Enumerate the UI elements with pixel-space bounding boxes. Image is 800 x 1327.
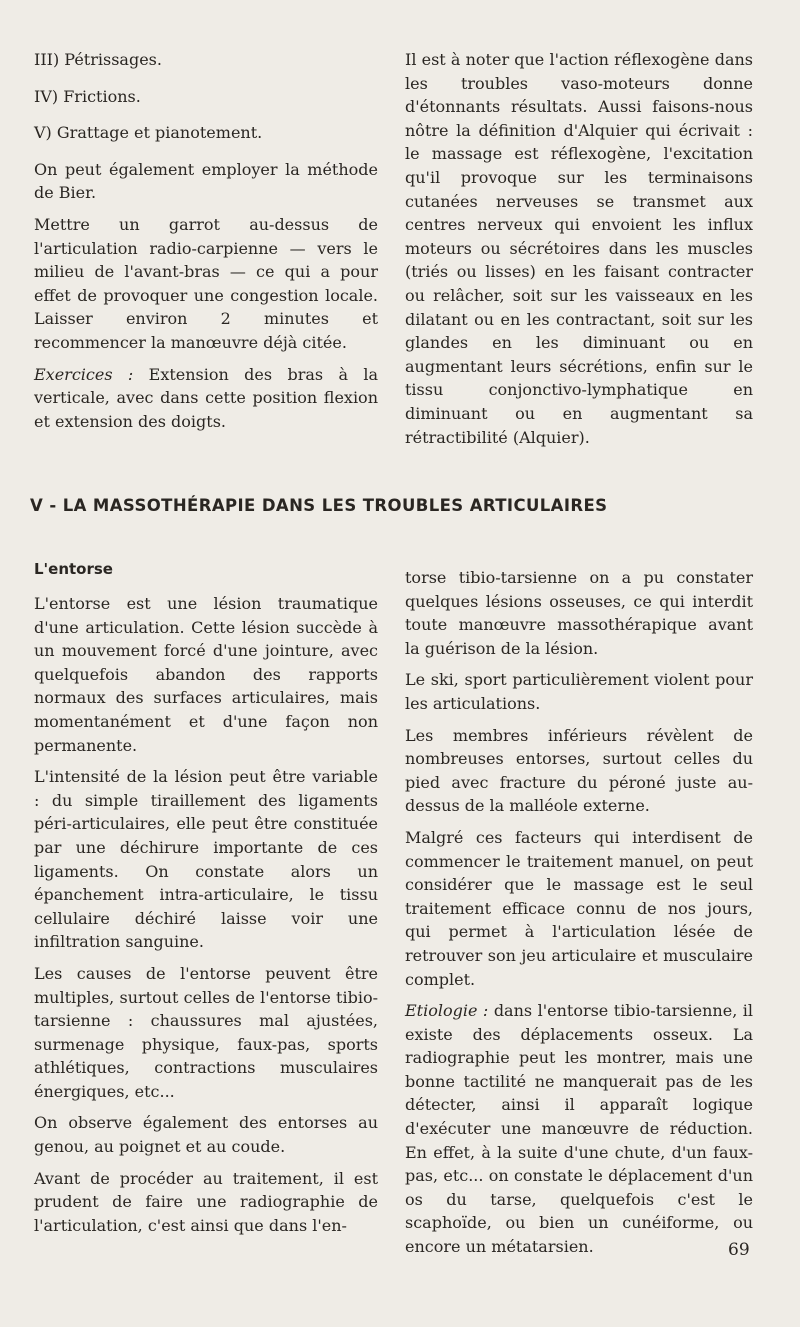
paragraph: Malgré ces facteurs qui interdisent de commencer le traitement manuel, on peut considérer que le massage est le seul traitement efficace connu de nos jours, qui permet à l'articulation lésée de retrouver son jeu articulaire et musculaire complet.	[405, 827, 753, 989]
subheading: L'entorse	[34, 560, 113, 578]
paragraph: Avant de procéder au traitement, il est prudent de faire une radiographie de l'articulation, c'est ainsi que dans l'en-	[34, 1168, 378, 1235]
paragraph: torse tibio-tarsienne on a pu constater quelques lésions osseuses, ce qui interdit toute manœuvre massothérapique avant la guérison de la lésion.	[405, 568, 753, 658]
section-heading: V - LA MASSOTHÉRAPIE DANS LES TROUBLES ARTICULAIRES	[30, 496, 608, 515]
paragraph-text: dans l'entorse tibio-tarsienne, il existe des déplacements osseux. La radiographie peut les montrer, mais une bonne tactilité ne manquerait pas de les détecter, ainsi il apparaît logique d'exécuter une manœuvre de réduction. En effet, à la suite d'une chute, d'un faux-pas, etc... on constate le déplacement d'un os du tarse, quelquefois c'est le scaphoïde, ou bien un cunéiforme, ou encore un métatarsien.	[405, 1001, 754, 1257]
paragraph: Il est à noter que l'action réflexogène dans les troubles vaso-moteurs donne d'étonnants résultats. Aussi faisons-nous nôtre la définition d'Alquier qui écrivait : le massage est réflexogène, l'excitation qu'il provoque sur les terminaisons cutanées nerveuses se transmet aux centres nerveux qui envoient les influx moteurs ou sécrétoires dans les muscles (triés ou lisses) en les faisant contracter ou relâcher, soit sur les vaisseaux en les dilatant ou en les contractant, soit sur les glandes en les diminuant ou en augmentant leurs sécrétions, enfin sur le tissu conjonctivo-lymphatique en diminuant ou en augmentant sa rétractibilité (Alquier).	[405, 50, 753, 447]
list-item: IV) Frictions.	[34, 86, 141, 106]
paragraph: On peut également employer la méthode de Bier.	[34, 159, 378, 203]
list-item: V) Grattage et pianotement.	[34, 123, 263, 143]
paragraph: L'intensité de la lésion peut être variable : du simple tiraillement des ligaments péri-articulaires, elle peut être constituée par une déchirure importante de ces ligaments. On constate alors un épanchement intra-articulaire, le tissu cellulaire déchiré laisse voir une infiltration sanguine.	[34, 767, 378, 952]
list-item: III) Pétrissages.	[34, 50, 162, 69]
bottom-right-column	[405, 566, 753, 1267]
paragraph-lead: Exercices :	[34, 364, 134, 384]
paragraph-text: Extension des bras à la verticale, avec dans cette position flexion et extension des doigts.	[34, 364, 379, 431]
paragraph: Les causes de l'entorse peuvent être multiples, surtout celles de l'entorse tibio-tarsienne : chaussures mal ajustées, surmenage physique, faux-pas, sports athlétiques, contractions musculaires énergiques, etc...	[34, 963, 378, 1101]
top-right-column	[405, 48, 753, 457]
paragraph	[405, 999, 753, 1259]
paragraph-lead: Etiologie :	[405, 1001, 489, 1021]
paragraph: On observe également des entorses au genou, au poignet et au coude.	[34, 1113, 378, 1157]
top-left-column	[34, 48, 378, 441]
page-number: 69	[728, 1240, 750, 1260]
bottom-left-column	[34, 560, 378, 1245]
paragraph: L'entorse est une lésion traumatique d'une articulation. Cette lésion succède à un mouvement forcé d'une jointure, avec quelquefois abandon des rapports normaux des surfaces articulaires, mais momentanément et d'une façon non permanente.	[34, 594, 378, 755]
paragraph: Mettre un garrot au-dessus de l'articulation radio-carpienne — vers le milieu de l'avant-bras — ce qui a pour effet de provoquer une congestion locale. Laisser environ 2 minutes et recommencer la manœuvre déjà citée.	[34, 214, 378, 352]
paragraph: Les membres inférieurs révèlent de nombreuses entorses, surtout celles du pied avec fracture du péroné juste au-dessus de la malléole externe.	[405, 725, 753, 816]
paragraph: Le ski, sport particulièrement violent pour les articulations.	[405, 670, 753, 713]
paragraph	[34, 363, 378, 434]
